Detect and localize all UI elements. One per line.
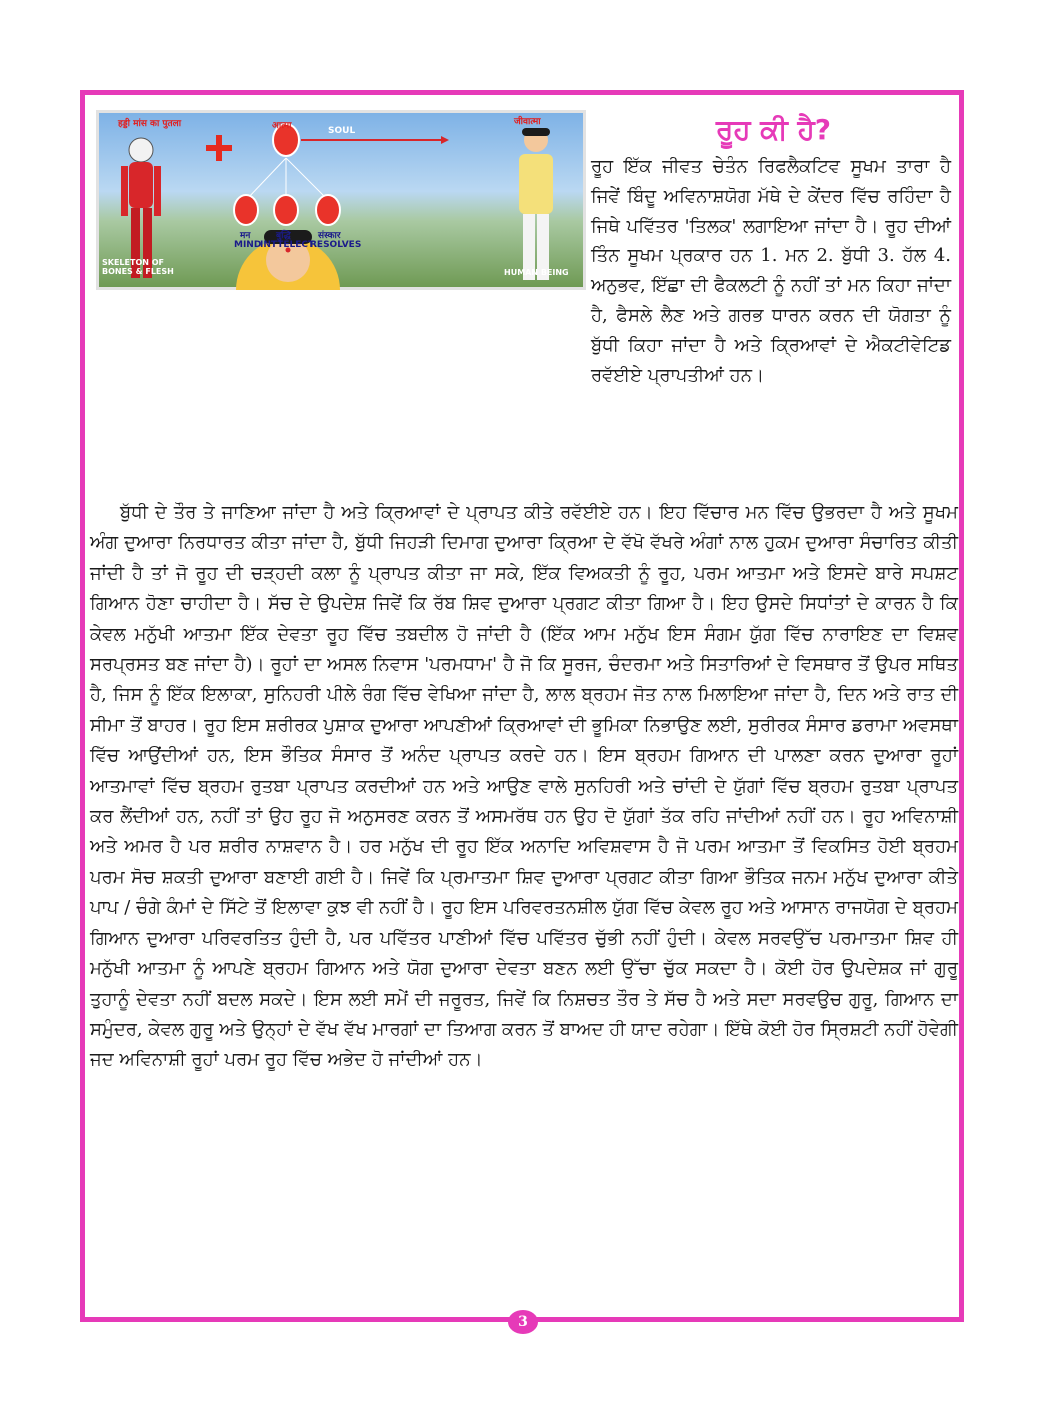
mind-label: MIND	[234, 240, 262, 250]
skeleton-caption: SKELETON OF BONES & FLESH	[102, 258, 174, 276]
intellect-egg-icon	[274, 195, 298, 225]
human-figure	[519, 128, 553, 280]
intellect-hindi-label: बुद्धि	[276, 231, 291, 241]
skeleton-top-label: हड्डी मांस का पुतला	[118, 119, 182, 129]
soul-label: SOUL	[328, 126, 356, 136]
soul-hindi-label: आत्मा	[272, 121, 292, 131]
human-caption: HUMAN BEING	[504, 268, 569, 277]
page-number: 3	[508, 1310, 538, 1334]
mind-egg-icon	[234, 195, 258, 225]
intellect-label: INTTELECT	[260, 240, 315, 250]
main-paragraph: ਬੁੱਧੀ ਦੇ ਤੌਰ ਤੇ ਜਾਣਿਆ ਜਾਂਦਾ ਹੈ ਅਤੇ ਕ੍ਰਿਆਵਾਂ ਦੇ ਪ੍ਰਾਪਤ ਕੀਤੇ ਰਵੱਈਏ ਹਨ। ਇਹ ਵਿੱਚਾਰ ਮਨ ਵਿੱਚ ਉਭਰਦਾ ਹੈ ਅਤੇ ਸੂਖਮ ਅੰਗ ਦੁਆਰਾ ਨਿਰਧਾਰਤ ਕੀਤਾ ਜਾਂਦਾ ਹੈ, ਬੁੱਧੀ ਜਿਹੜੀ ਦਿਮਾਗ ਦੁਆਰਾ ਕ੍ਰਿਆ ਦੇ ਵੱਖੋ ਵੱਖਰੇ ਅੰਗਾਂ ਨਾਲ ਹੁਕਮ ਦੁਆਰਾ ਸੰਚਾਰਿਤ ਕੀਤੀ ਜਾਂਦੀ ਹੈ ਤਾਂ ਜੋ ਰੂਹ ਦੀ ਚੜ੍ਹਦੀ ਕਲਾ ਨੂੰ ਪ੍ਰਾਪਤ ਕੀਤਾ ਜਾ ਸਕੇ, ਇੱਕ ਵਿਅਕਤੀ ਨੂੰ ਰੂਹ, ਪਰਮ ਆਤਮਾ ਅਤੇ ਇਸਦੇ ਬਾਰੇ ਸਪਸ਼ਟ ਗਿਆਨ ਹੋਣਾ ਚਾਹੀਦਾ ਹੈ। ਸੱਚ ਦੇ ਉਪਦੇਸ਼ ਜਿਵੇਂ ਕਿ ਰੱਬ ਸ਼ਿਵ ਦੁਆਰਾ ਪ੍ਰਗਟ ਕੀਤਾ ਗਿਆ ਹੈ। ਇਹ ਉਸਦੇ ਸਿਧਾਂਤਾਂ ਦੇ ਕਾਰਨ ਹੈ ਕਿ ਕੇਵਲ ਮਨੁੱਖੀ ਆਤਮਾ ਇੱਕ ਦੇਵਤਾ ਰੂਹ ਵਿੱਚ ਤਬਦੀਲ ਹੋ ਜਾਂਦੀ ਹੈ (ਇੱਕ ਆਮ ਮਨੁੱਖ ਇਸ ਸੰਗਮ ਯੁੱਗ ਵਿੱਚ ਨਾਰਾਇਣ ਦਾ ਵਿਸ਼ਵ ਸਰਪ੍ਰਸਤ ਬਣ ਜਾਂਦਾ ਹੈ)। ਰੂਹਾਂ ਦਾ ਅਸਲ ਨਿਵਾਸ 'ਪਰਮਧਾਮ' ਹੈ ਜੋ ਕਿ ਸੂਰਜ, ਚੰਦਰਮਾ ਅਤੇ ਸਿਤਾਰਿਆਂ ਦੇ ਵਿਸਥਾਰ ਤੋਂ ਉਪਰ ਸਥਿਤ ਹੈ, ਜਿਸ ਨੂੰ ਇੱਕ ਇਲਾਕਾ, ਸੁਨਿਹਰੀ ਪੀਲੇ ਰੰਗ ਵਿੱਚ ਵੇਖਿਆ ਜਾਂਦਾ ਹੈ, ਲਾਲ ਬ੍ਰਹਮ ਜੋਤ ਨਾਲ ਮਿਲਾਇਆ ਜਾਂਦਾ ਹੈ, ਦਿਨ ਅਤੇ ਰਾਤ ਦੀ ਸੀਮਾ ਤੋਂ ਬਾਹਰ। ਰੂਹ ਇਸ ਸ਼ਰੀਰਕ ਪੁਸ਼ਾਕ ਦੁਆਰਾ ਆਪਣੀਆਂ ਕ੍ਰਿਆਵਾਂ ਦੀ ਭੂਮਿਕਾ ਨਿਭਾਉਣ ਲਈ, ਸੁਰੀਰਕ ਸੰਸਾਰ ਡਰਾਮਾ ਅਵਸਥਾ ਵਿੱਚ ਆਉਂਦੀਆਂ ਹਨ, ਇਸ ਭੌਤਿਕ ਸੰਸਾਰ ਤੋਂ ਅਨੰਦ ਪ੍ਰਾਪਤ ਕਰਦੇ ਹਨ। ਇਸ ਬ੍ਰਹਮ ਗਿਆਨ ਦੀ ਪਾਲਣਾ ਕਰਨ ਦੁਆਰਾ ਰੂਹਾਂ ਆਤਮਾਵਾਂ ਵਿੱਚ ਬ੍ਰਹਮ ਰੁਤਬਾ ਪ੍ਰਾਪਤ ਕਰਦੀਆਂ ਹਨ ਅਤੇ ਆਉਣ ਵਾਲੇ ਸੁਨਹਿਰੀ ਅਤੇ ਚਾਂਦੀ ਦੇ ਯੁੱਗਾਂ ਵਿੱਚ ਬ੍ਰਹਮ ਰੁਤਬਾ ਪ੍ਰਾਪਤ ਕਰ ਲੈਂਦੀਆਂ ਹਨ, ਨਹੀਂ ਤਾਂ ਉਹ ਰੂਹ ਜੋ ਅਨੁਸਰਣ ਕਰਨ ਤੋਂ ਅਸਮਰੱਥ ਹਨ ਉਹ ਦੋ ਯੁੱਗਾਂ ਤੱਕ ਰਹਿ ਜਾਂਦੀਆਂ ਨਹੀਂ ਹਨ। ਰੂਹ ਅਵਿਨਾਸ਼ੀ ਅਤੇ ਅਮਰ ਹੈ ਪਰ ਸ਼ਰੀਰ ਨਾਸ਼ਵਾਨ ਹੈ। ਹਰ ਮਨੁੱਖ ਦੀ ਰੂਹ ਇੱਕ ਅਨਾਦਿ ਅਵਿਸ਼ਵਾਸ ਹੈ ਜੋ ਪਰਮ ਆਤਮਾ ਤੋਂ ਵਿਕਸਿਤ ਹੋਈ ਬ੍ਰਹਮ ਪਰਮ ਸੋਚ ਸ਼ਕਤੀ ਦੁਆਰਾ ਬਣਾਈ ਗਈ ਹੈ। ਜਿਵੇਂ ਕਿ ਪ੍ਰਮਾਤਮਾ ਸ਼ਿਵ ਦੁਆਰਾ ਪ੍ਰਗਟ ਕੀਤਾ ਗਿਆ ਭੌਤਿਕ ਜਨਮ ਮਨੁੱਖ ਦੁਆਰਾ ਕੀਤੇ ਪਾਪ / ਚੰਗੇ ਕੰਮਾਂ ਦੇ ਸਿੱਟੇ ਤੋਂ ਇਲਾਵਾ ਕੁਝ ਵੀ ਨਹੀਂ ਹੈ। ਰੂਹ ਇਸ ਪਰਿਵਰਤਨਸ਼ੀਲ ਯੁੱਗ ਵਿੱਚ ਕੇਵਲ ਰੂਹ ਅਤੇ ਆਸਾਨ ਰਾਜਯੋਗ ਦੇ ਬ੍ਰਹਮ ਗਿਆਨ ਦੁਆਰਾ ਪਰਿਵਰਤਿਤ ਹੁੰਦੀ ਹੈ, ਪਰ ਪਵਿੱਤਰ ਪਾਣੀਆਂ ਵਿੱਚ ਪਵਿੱਤਰ ਚੁੱਭੀ ਨਹੀਂ ਹੁੰਦੀ। ਕੇਵਲ ਸਰਵਉੱਚ ਪਰਮਾਤਮਾ ਸ਼ਿਵ ਹੀ ਮਨੁੱਖੀ ਆਤਮਾ ਨੂੰ ਆਪਣੇ ਬ੍ਰਹਮ ਗਿਆਨ ਅਤੇ ਯੋਗ ਦੁਆਰਾ ਦੇਵਤਾ ਬਣਨ ਲਈ ਉੱਚਾ ਚੁੱਕ ਸਕਦਾ ਹੈ। ਕੋਈ ਹੋਰ ਉਪਦੇਸ਼ਕ ਜਾਂ ਗੁਰੂ ਤੁਹਾਨੂੰ ਦੇਵਤਾ ਨਹੀਂ ਬਦਲ ਸਕਦੇ। ਇਸ ਲਈ ਸਮੇਂ ਦੀ ਜਰੂਰਤ, ਜਿਵੇਂ ਕਿ ਨਿਸ਼ਚਤ ਤੌਰ ਤੇ ਸੱਚ ਹੈ ਅਤੇ ਸਦਾ ਸਰਵਉਚ ਗੁਰੂ, ਗਿਆਨ ਦਾ ਸਮੁੰਦਰ, ਕੇਵਲ ਗੁਰੂ ਅਤੇ ਉਨ੍ਹਾਂ ਦੇ ਵੱਖ ਵੱਖ ਮਾਰਗਾਂ ਦਾ ਤਿਆਗ ਕਰਨ ਤੋਂ ਬਾਅਦ ਹੀ ਯਾਦ ਰਹੇਗਾ। ਇੱਥੇ ਕੋਈ ਹੋਰ ਸ੍ਰਿਸ਼ਟੀ ਨਹੀਂ ਹੋਵੇਗੀ ਜਦ ਅਵਿਨਾਸ਼ੀ ਰੂਹਾਂ ਪਰਮ ਰੂਹ ਵਿੱਚ ਅਭੇਦ ਹੋ ਜਾਂਦੀਆਂ ਹਨ।	[90, 502, 958, 1071]
skeleton-figure	[121, 138, 161, 278]
resolves-egg-icon	[316, 195, 340, 225]
mind-hindi-label: मन	[240, 231, 251, 241]
soul-illustration	[96, 110, 586, 290]
human-top-label: जीवात्मा	[514, 117, 541, 127]
intro-paragraph: ਰੂਹ ਇੱਕ ਜੀਵਤ ਚੇਤੰਨ ਰਿਫਲੈਕਟਿਵ ਸੂਖਮ ਤਾਰਾ ਹੈ ਜਿਵੇਂ ਬਿੰਦੂ ਅਵਿਨਾਸ਼ਯੋਗ ਮੱਥੇ ਦੇ ਕੇਂਦਰ ਵਿੱਚ ਰਹਿੰਦਾ ਹੈ ਜਿਥੇ ਪਵਿੱਤਰ 'ਤਿਲਕ' ਲਗਾਇਆ ਜਾਂਦਾ ਹੈ। ਰੂਹ ਦੀਆਂ ਤਿੰਨ ਸੂਖਮ ਪ੍ਰਕਾਰ ਹਨ 1. ਮਨ 2. ਬੁੱਧੀ 3. ਹੱਲ 4. ਅਨੁਭਵ, ਇੱਛਾ ਦੀ ਫੈਕਲਟੀ ਨੂੰ ਨਹੀਂ ਤਾਂ ਮਨ ਕਿਹਾ ਜਾਂਦਾ ਹੈ, ਫੈਸਲੇ ਲੈਣ ਅਤੇ ਗਰਭ ਧਾਰਨ ਕਰਨ ਦੀ ਯੋਗਤਾ ਨੂੰ ਬੁੱਧੀ ਕਿਹਾ ਜਾਂਦਾ ਹੈ ਅਤੇ ਕ੍ਰਿਆਵਾਂ ਦੇ ਐਕਟੀਵੇਟਿਡ ਰਵੱਈਏ ਪ੍ਰਾਪਤੀਆਂ ਹਨ।	[591, 156, 951, 386]
resolves-label: RESOLVES	[310, 240, 362, 250]
plus-icon	[206, 135, 232, 161]
page-title: ਰੂਹ ਕੀ ਹੈ?	[716, 113, 832, 146]
resolves-hindi-label: संस्कार	[318, 231, 341, 241]
